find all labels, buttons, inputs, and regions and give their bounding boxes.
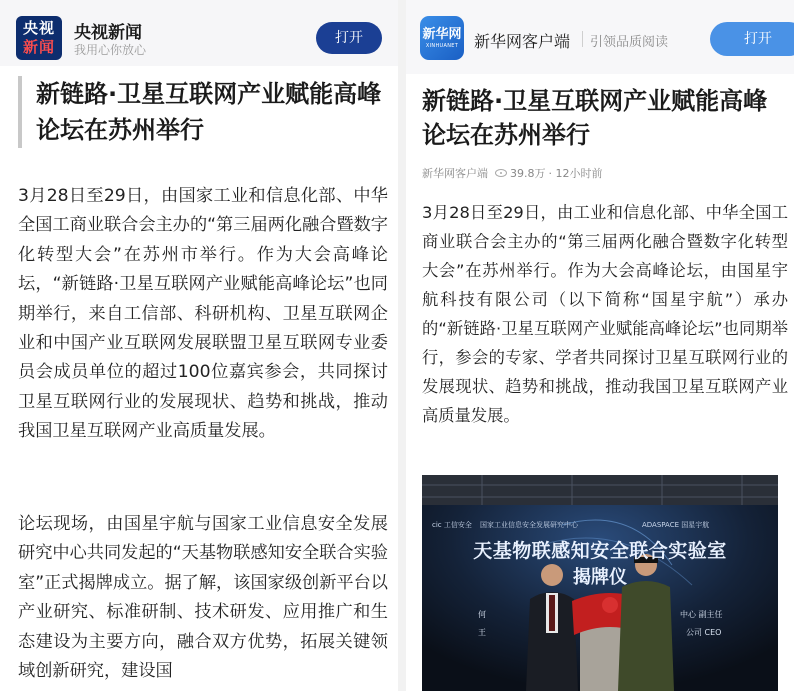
xinhua-app-banner — [406, 0, 794, 74]
cctv-app-banner — [0, 0, 398, 66]
event-photo[interactable] — [422, 475, 778, 691]
cctv-logo-bottom: 新闻 — [22, 38, 55, 56]
photo-logo-cic: cic 工信安全 — [432, 521, 472, 529]
cctv-article-title: 新链路·卫星互联网产业赋能高峰论坛在苏州举行 — [18, 76, 390, 148]
panel-divider — [398, 0, 406, 691]
eye-icon — [495, 169, 507, 177]
xinhua-logo — [420, 16, 464, 60]
cctv-news-logo — [16, 16, 62, 60]
publish-time: · 12小时前 — [548, 167, 603, 180]
photo-logo-adaspace: ADASPACE 国星宇航 — [642, 521, 710, 529]
xinhua-article-meta — [422, 165, 603, 181]
photo-side-text-1: 何 — [478, 610, 486, 619]
xinhua-open-app-button[interactable]: 打开 — [710, 22, 794, 56]
cctv-app-slogan: 我用心你放心 — [74, 43, 147, 57]
cctv-app-name: 央视新闻 — [74, 23, 142, 43]
photo-side-text-4: 公司 CEO — [686, 628, 722, 637]
cctv-article-paragraph-1: 3月28日至29日，由国家工业和信息化部、中华全国工商业联合会主办的“第三届两化融合暨数字化转型大会”在苏州市举行。作为大会高峰论坛，“新链路·卫星互联网产业赋能高峰论坛”也同期举行，来自工信部、科研机构、卫星互联网企业和中国产业互联网发展联盟卫星互联网专业委员会成员单位的超过100位嘉宾参会，共同探讨卫星互联网行业的发展现状、趋势和挑战，推动我国卫星互联网产业高质量发展。 — [18, 186, 388, 442]
xinhua-panel — [406, 0, 794, 691]
xinhua-logo-en: XINHUANET — [425, 42, 459, 49]
xinhua-logo-cn: 新华网 — [422, 26, 462, 42]
cctv-logo-top: 央视 — [22, 19, 55, 37]
photo-side-text-2: 王 — [478, 628, 486, 637]
banner-separator — [582, 31, 583, 47]
cctv-article-paragraph-2: 论坛现场，由国星宇航与国家工业信息安全发展研究中心共同发起的“天基物联感知安全联合实验室”正式揭牌成立。据了解，该国家级创新平台以产业研究、标准研制、技术研发、应用推广和生态建设为主要方向，融合双方优势，拓展关键领域创新研究，建设国 — [18, 514, 388, 682]
xinhua-app-name: 新华网客户端 — [474, 32, 571, 51]
article-source: 新华网客户端 — [422, 167, 488, 180]
photo-logo-center: 国家工业信息安全发展研究中心 — [480, 521, 578, 529]
cctv-open-app-button[interactable]: 打开 — [316, 22, 382, 54]
view-count: 39.8万 — [510, 167, 546, 180]
xinhua-app-slogan: 引领品质阅读 — [590, 35, 669, 50]
photo-headline: 天基物联感知安全联合实验室 — [473, 540, 727, 562]
photo-subline: 揭牌仪 — [573, 567, 627, 588]
xinhua-article-paragraph: 3月28日至29日，由工业和信息化部、中华全国工商业联合会主办的“第三届两化融合暨数字化转型大会”在苏州举行。作为大会高峰论坛，由国星宇航科技有限公司（以下简称“国星宇航”）承办的“新链路·卫星互联网产业赋能高峰论坛”也同期举行，参会的专家、学者共同探讨卫星互联网行业的发展现状、趋势和挑战，推动我国卫星互联网产业高质量发展。 — [422, 203, 788, 425]
photo-side-text-3: 中心 副主任 — [680, 610, 723, 619]
xinhua-article-title: 新链路·卫星互联网产业赋能高峰论坛在苏州举行 — [422, 87, 768, 149]
